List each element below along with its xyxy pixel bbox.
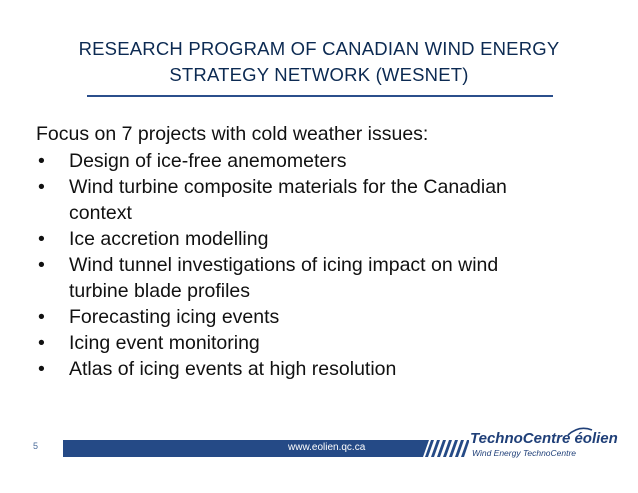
logo-wordmark bbox=[470, 430, 618, 447]
bullet-text: Icing event monitoring bbox=[69, 332, 260, 354]
bullet-item bbox=[36, 174, 596, 226]
bullet-icon: • bbox=[38, 228, 45, 250]
bullet-text-continued: context bbox=[69, 202, 132, 224]
bullet-text: Atlas of icing events at high resolution bbox=[69, 358, 397, 380]
wind-swoosh-icon bbox=[567, 427, 593, 437]
page-number: 5 bbox=[33, 441, 39, 451]
title-underline bbox=[87, 95, 553, 97]
intro-text: Focus on 7 projects with cold weather issues: bbox=[36, 123, 429, 145]
bullet-item bbox=[36, 304, 596, 330]
footer-bar bbox=[63, 440, 423, 457]
bullet-item bbox=[36, 148, 596, 174]
stripes-decoration bbox=[423, 440, 469, 457]
slide-title bbox=[60, 36, 578, 88]
bullet-text-continued: turbine blade profiles bbox=[69, 280, 251, 302]
bullet-icon: • bbox=[38, 150, 45, 172]
bullet-item bbox=[36, 356, 596, 382]
bullet-text: Wind turbine composite materials for the Canadian bbox=[69, 176, 507, 198]
bullet-item bbox=[36, 226, 596, 252]
bullet-item bbox=[36, 330, 596, 356]
bullet-icon: • bbox=[38, 176, 45, 198]
logo-subtitle: Wind Energy TechnoCentre bbox=[472, 448, 577, 458]
bullet-list bbox=[36, 148, 596, 382]
logo-eolien-text: éolien bbox=[574, 430, 618, 447]
bullet-icon: • bbox=[38, 332, 45, 354]
technocentre-logo bbox=[470, 430, 620, 460]
bullet-text: Ice accretion modelling bbox=[69, 228, 269, 250]
title-line-2: STRATEGY NETWORK (WESNET) bbox=[169, 64, 469, 85]
bullet-icon: • bbox=[38, 306, 45, 328]
bullet-text: Wind tunnel investigations of icing impact on wind bbox=[69, 254, 499, 276]
logo-main-text: TechnoCentre bbox=[470, 430, 571, 447]
bullet-item bbox=[36, 252, 596, 304]
title-line-1: RESEARCH PROGRAM OF CANADIAN WIND ENERGY bbox=[78, 38, 560, 59]
bullet-icon: • bbox=[38, 254, 45, 276]
bullet-icon: • bbox=[38, 358, 45, 380]
bullet-text: Design of ice-free anemometers bbox=[69, 150, 347, 172]
bullet-text: Forecasting icing events bbox=[69, 306, 280, 328]
footer-url[interactable]: www.eolien.qc.ca bbox=[288, 442, 366, 453]
